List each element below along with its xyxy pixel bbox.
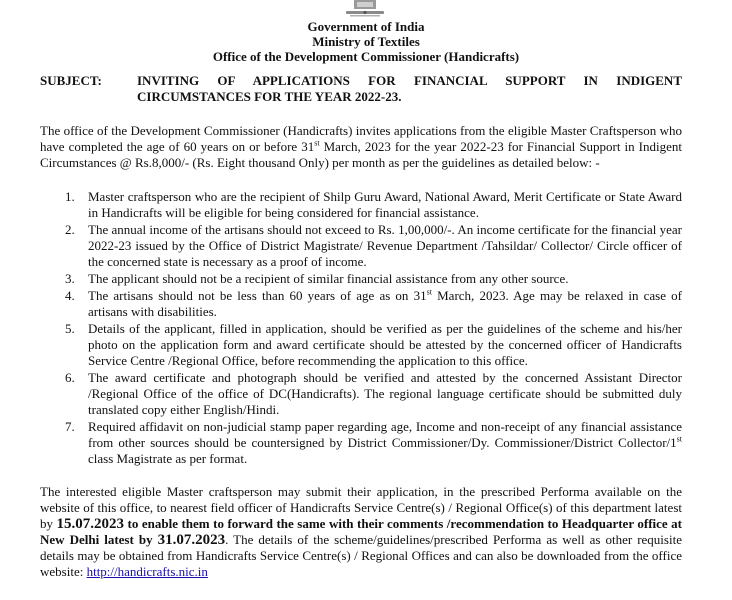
list-item [40, 321, 682, 369]
subject-label: SUBJECT: [40, 73, 102, 88]
closing-bold-text: to enable them to forward the same with their comments /recommendation to Headquarter office at New Delhi latest by [40, 516, 683, 547]
intro-superscript: st [314, 138, 320, 148]
item-superscript: st [426, 287, 432, 297]
item-text: Required affidavit on non-judicial stamp paper regarding age, Income and non-receipt of any financial assistance from other sources should be countersigned by District Commissioner/Dy. Commissioner/District Collector/1 [88, 419, 682, 450]
submission-deadline: 15.07.2023 [56, 516, 125, 532]
intro-paragraph [40, 123, 682, 171]
list-item [40, 271, 682, 287]
item-text: The applicant should not be a recipient of similar financial assistance from any other source. [88, 271, 569, 286]
document-header [0, 19, 732, 64]
list-item [40, 189, 682, 221]
item-text-cont: class Magistrate as per format. [88, 451, 248, 466]
item-number: 5. [65, 321, 75, 336]
website-link[interactable]: http://handicrafts.nic.in [86, 564, 208, 579]
item-text: The award certificate and photograph should be verified and attested by the concerned Assistant Director /Regional Office of the office of DC(Handicrafts). The regional language certificate should be submitted duly translated copy either English/Hindi. [88, 370, 682, 417]
item-text: Master craftsperson who are the recipient of Shilp Guru Award, National Award, Merit Certificate or State Award in Handicrafts will be eligible for being considered for financial assistance. [88, 189, 682, 220]
list-item [40, 222, 682, 270]
header-ministry: Ministry of Textiles [312, 34, 420, 49]
header-government: Government of India [307, 19, 425, 34]
item-text-cont: March, 2023. Age may be relaxed in case of artisans with disabilities. [88, 288, 682, 319]
closing-text-1: The interested eligible Master craftsperson may submit their application, in the prescribed Performa available on the website of this office, to nearest field officer of Handicrafts Service Centre(s) / Regional Office(s) of this department latest by [40, 484, 682, 531]
item-number: 2. [65, 222, 75, 237]
item-number: 1. [65, 189, 75, 204]
closing-paragraph [40, 484, 682, 580]
item-number: 7. [65, 419, 75, 434]
subject-line-1: INVITING OF APPLICATIONS FOR FINANCIAL SUPPORT IN INDIGENT [137, 73, 682, 88]
closing-text-2: . The details of the scheme/guidelines/prescribed Performa as well as other requisite details may be obtained from Handicrafts Service Centre(s) / Regional Offices and can also be downloaded from the office website: [40, 532, 682, 579]
item-number: 4. [65, 288, 75, 303]
item-number: 3. [65, 271, 75, 286]
list-item [40, 370, 682, 418]
list-item [40, 419, 682, 467]
forwarding-deadline: 31.07.2023 [157, 532, 226, 548]
header-office: Office of the Development Commissioner (Handicrafts) [212, 49, 520, 64]
item-superscript: st [676, 434, 682, 444]
guidelines-list [40, 189, 682, 468]
item-text: Details of the applicant, filled in application, should be verified as per the guidelines of the scheme and his/her photo on the application form and award certificate should be attested by the concerned officer of Handicrafts Service Centre /Regional Office, before recommending the application to this office. [88, 321, 682, 368]
item-text: The annual income of the artisans should not exceed to Rs. 1,00,000/-. An income certificate for the financial year 2022-23 issued by the Office of District Magistrate/ Revenue Department /Tahsildar/ Collector/ Circle officer of the concerned state is necessary as a proof of income. [88, 222, 682, 269]
national-emblem-icon [340, 0, 390, 18]
list-item [40, 288, 682, 320]
subject-line-2: CIRCUMSTANCES FOR THE YEAR 2022-23. [137, 89, 402, 104]
intro-text-1: The office of the Development Commissioner (Handicrafts) invites applications from the eligible Master Craftsperson who have completed the age of 60 years on or before 31 [40, 123, 682, 154]
item-text: The artisans should not be less than 60 years of age as on 31 [88, 288, 427, 303]
item-number: 6. [65, 370, 75, 385]
intro-text-2: March, 2023 for the year 2022-23 for Financial Support in Indigent Circumstances @ Rs.8,000/- (Rs. Eight thousand Only) per month as per the guidelines as detailed below: - [40, 139, 682, 170]
